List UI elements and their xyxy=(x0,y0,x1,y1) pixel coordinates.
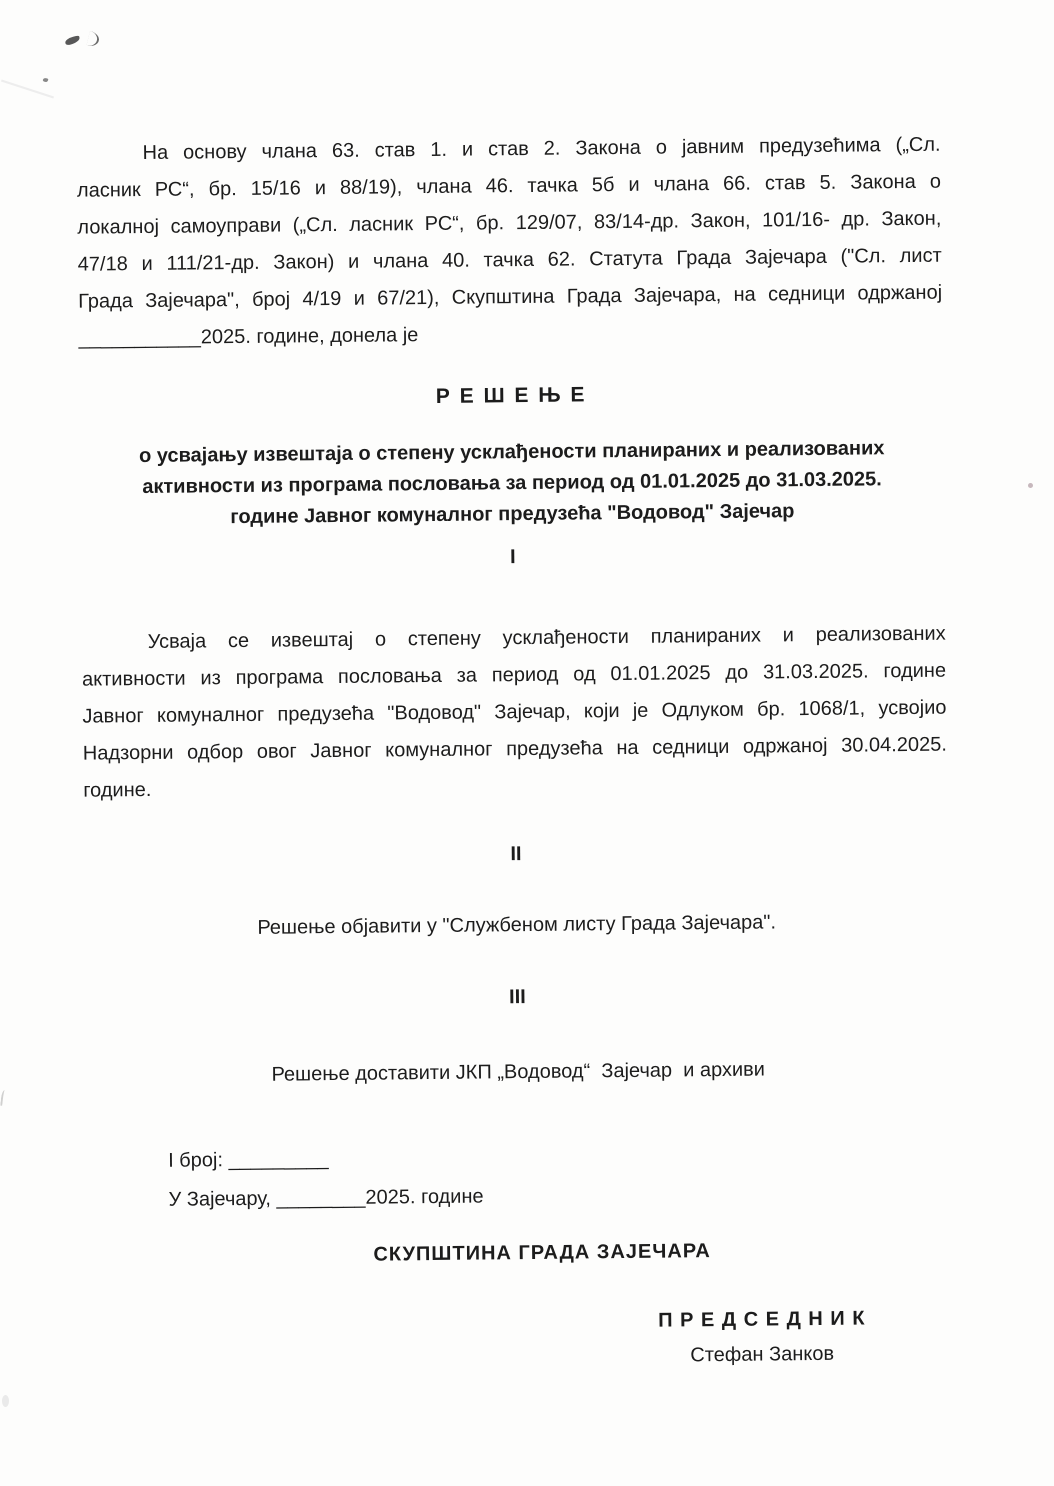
intro-paragraph xyxy=(76,127,942,358)
decision-title: Р Е Ш Е Њ Е xyxy=(435,383,587,408)
signature-block xyxy=(612,1307,913,1368)
decision-subtitle xyxy=(80,433,945,535)
intro-line: 47/18 и 111/21-др. Закон) и члана 40. тачка 62. Статута Града Зајечара ("Сл. лист xyxy=(77,244,942,276)
delivery-clause: Решење доставити ЈКП „Водовод“ Зајечар и архиви xyxy=(271,1058,766,1086)
place-date-line: У Зајечару, ________2025. године xyxy=(168,1185,484,1211)
section-1-paragraph xyxy=(82,616,948,810)
paragraph-line: године. xyxy=(83,778,152,802)
section-numeral-3: III xyxy=(508,986,526,1009)
intro-line: Града Зајечара", број 4/19 и 67/21), Скупштина Града Зајечара, на седници одржаној xyxy=(78,281,943,313)
intro-line: На основу члана 63. став 1. и став 2. Закона о јавним предузећима („Сл. xyxy=(142,133,941,164)
intro-line: ласник РС“, бр. 15/16 и 88/19), члана 46. тачка 5б и члана 66. став 5. Закона о xyxy=(76,170,942,202)
section-numeral-1: I xyxy=(509,546,516,569)
assembly-name: СКУПШТИНА ГРАДА ЗАЈЕЧАРА xyxy=(373,1240,711,1266)
paragraph-line: Усваја се извештај о степену усклађености планираних и реализованих xyxy=(147,622,946,653)
subtitle-line: о усвајању извештаја о степену усклађености планираних и реализованих xyxy=(138,437,885,468)
president-name: Стефан Занков xyxy=(690,1342,835,1367)
intro-line: локалној самоуправи („Сл. ласник РС“, бр. 129/07, 83/14-др. Закон, 101/16- др. Закон, xyxy=(77,207,942,239)
section-numeral-2: II xyxy=(510,843,522,866)
publish-clause: Решење објавити у "Службеном листу Града Зајечара". xyxy=(257,911,777,939)
president-title: П Р Е Д С Е Д Н И К xyxy=(658,1307,866,1332)
intro-date-blank-line: ___________2025. године, донела је xyxy=(78,324,419,350)
paragraph-line: Јавног комуналног предузећа "Водовод" Зајечар, који је Одлуком бр. 1068/1, усвојио xyxy=(82,696,947,728)
paragraph-line: активности из програма пословања за период од 01.01.2025 до 31.03.2025. године xyxy=(81,659,947,691)
subtitle-line: године Јавног комуналног предузећа "Водовод" Зајечар xyxy=(230,500,795,529)
case-number-line: I број: _________ xyxy=(168,1148,329,1172)
paragraph-line: Надзорни одбор овог Јавног комуналног предузећа на седници одржаној 30.04.2025. xyxy=(82,733,947,765)
subtitle-line: активности из програма пословања за период од 01.01.2025 до 31.03.2025. xyxy=(142,468,882,499)
reference-block xyxy=(87,1134,952,1221)
